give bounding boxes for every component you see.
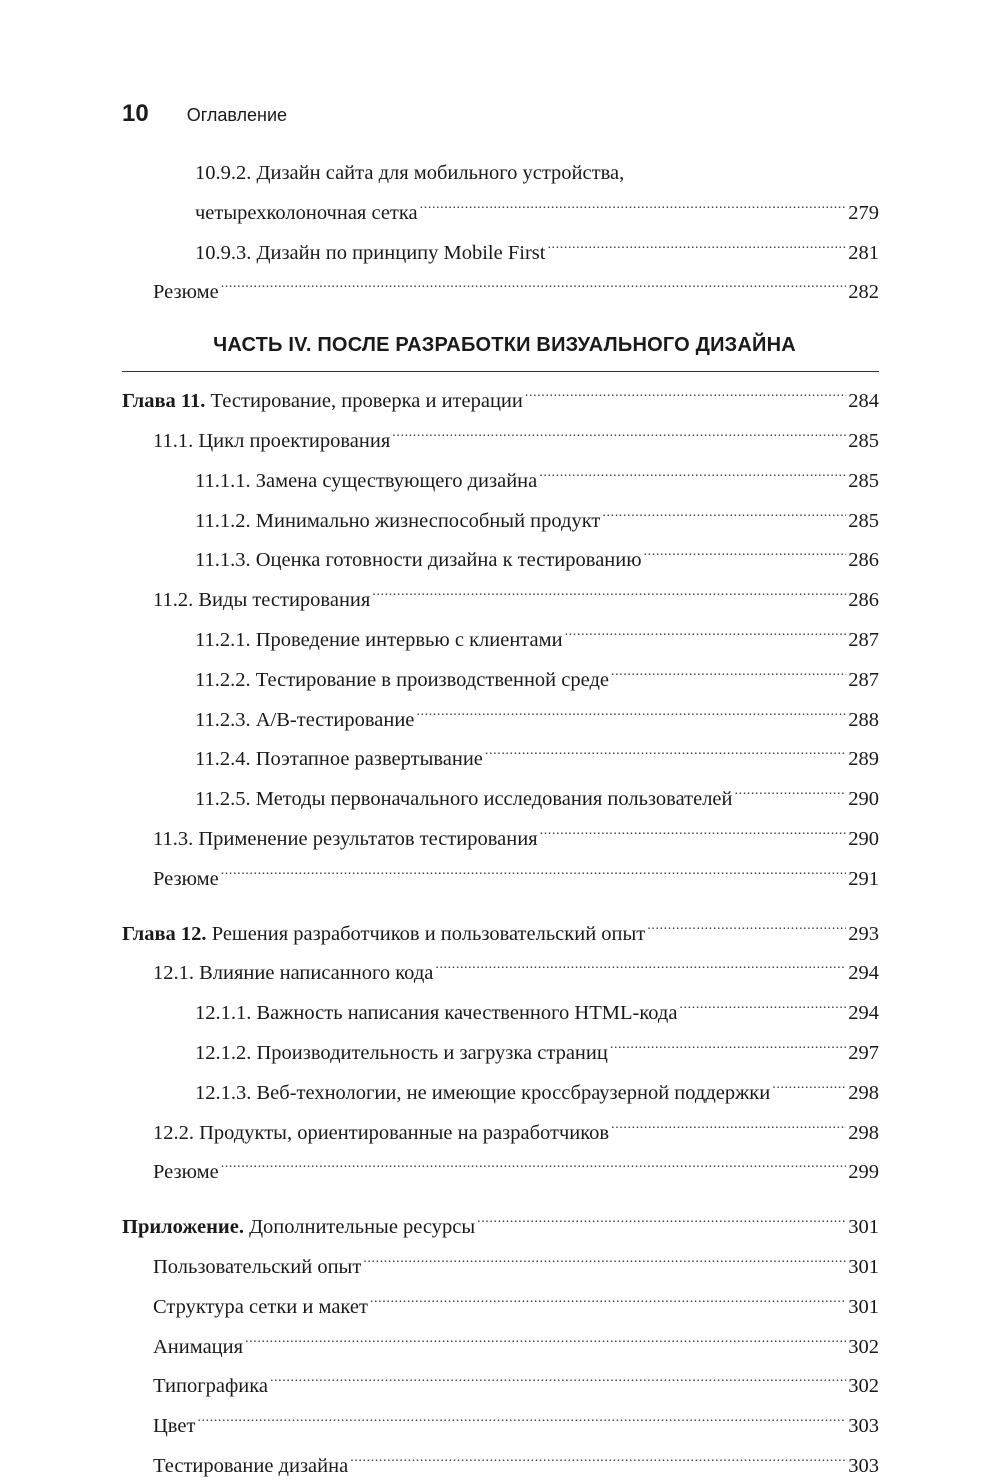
toc-entry[interactable] <box>122 695 879 735</box>
leader-dots <box>540 815 847 845</box>
page-number: 10 <box>122 100 149 127</box>
toc-page-number: 301 <box>848 1216 879 1239</box>
toc-entry[interactable] <box>122 1068 879 1108</box>
leader-dots <box>647 909 846 939</box>
toc-entry-text: 11.1.1. Замена существующего дизайна <box>195 469 538 492</box>
chapter-title: Тестирование, проверка и итерации <box>210 390 523 413</box>
toc-entry[interactable] <box>122 854 879 894</box>
toc-page-number: 281 <box>848 241 879 264</box>
leader-dots <box>679 989 846 1019</box>
chapter-label: Глава 11. <box>122 390 206 413</box>
leader-dots <box>602 496 846 526</box>
toc-entry[interactable] <box>122 417 879 457</box>
leader-dots <box>610 1029 846 1059</box>
toc-entry-10-9-2[interactable] <box>122 188 879 228</box>
toc-page-number: 290 <box>848 827 879 850</box>
toc-page-number: 287 <box>848 668 879 691</box>
divider <box>122 371 879 372</box>
toc-entry-text: Резюме <box>153 1161 219 1184</box>
toc-page-number: 284 <box>848 390 879 413</box>
leader-dots <box>420 188 847 218</box>
toc-entry[interactable] <box>122 949 879 989</box>
toc-entry[interactable] <box>122 496 879 536</box>
toc-page-number: 301 <box>848 1255 879 1278</box>
toc-entry-10-9-2-line1: 10.9.2. Дизайн сайта для мобильного устройства, <box>195 162 625 184</box>
leader-dots <box>611 1108 846 1138</box>
toc-entry[interactable] <box>122 616 879 656</box>
toc-entry[interactable] <box>122 989 879 1029</box>
chapter-title: Решения разработчиков и пользовательский опыт <box>211 922 646 945</box>
toc-entry-text: 11.2. Виды тестирования <box>153 589 371 612</box>
toc-entry[interactable] <box>122 1362 879 1402</box>
toc-entry[interactable] <box>122 815 879 855</box>
toc-entry-text: Структура сетки и макет <box>153 1295 368 1318</box>
leader-dots <box>370 1282 846 1312</box>
toc-entry[interactable] <box>122 1148 879 1188</box>
toc-entry[interactable] <box>122 655 879 695</box>
toc-entry-text: Анимация <box>153 1335 244 1358</box>
toc-entry[interactable] <box>122 1029 879 1069</box>
leader-dots <box>772 1068 846 1098</box>
toc-page-number: 290 <box>848 788 879 811</box>
toc-entry[interactable] <box>122 536 879 576</box>
toc-entry-text: 12.1.1. Важность написания качественного HTML-кода <box>195 1002 678 1025</box>
toc-entry-text: 11.2.1. Проведение интервью с клиентами <box>195 628 563 651</box>
appendix-label: Приложение. <box>122 1216 244 1239</box>
toc-entry-text: 11.1.2. Минимально жизнеспособный продукт <box>195 509 601 532</box>
toc-page-number: 301 <box>848 1295 879 1318</box>
appendix-title: Дополнительные ресурсы <box>249 1216 476 1239</box>
leader-dots <box>363 1243 846 1273</box>
toc-page-number: 288 <box>848 708 879 731</box>
toc-entry-10-9-3[interactable] <box>122 228 879 268</box>
toc-entry-text: 12.2. Продукты, ориентированные на разработчиков <box>153 1121 610 1144</box>
leader-dots <box>611 655 846 685</box>
leader-dots <box>485 735 846 765</box>
leader-dots <box>539 456 846 486</box>
toc-page-number: 289 <box>848 748 879 771</box>
leader-dots <box>435 949 846 979</box>
toc-page-number: 299 <box>848 1161 879 1184</box>
toc-entry[interactable] <box>122 1402 879 1442</box>
leader-dots <box>270 1362 846 1392</box>
toc-page-number: 286 <box>848 549 879 572</box>
toc-entry[interactable] <box>122 1442 879 1481</box>
toc-entry-text: Пользовательский опыт <box>153 1255 362 1278</box>
part-title: ЧАСТЬ IV. ПОСЛЕ РАЗРАБОТКИ ВИЗУАЛЬНОГО ДИЗАЙНА <box>213 333 796 356</box>
leader-dots <box>735 775 847 805</box>
leader-dots <box>197 1402 846 1432</box>
toc-page-number: 294 <box>848 962 879 985</box>
leader-dots <box>565 616 847 646</box>
toc-entry[interactable] <box>122 735 879 775</box>
toc-entry-text: 12.1.2. Производительность и загрузка страниц <box>195 1041 608 1064</box>
leader-dots <box>477 1203 846 1233</box>
leader-dots <box>525 377 846 407</box>
toc-chapter-11[interactable] <box>122 377 879 417</box>
toc-entry[interactable] <box>122 1322 879 1362</box>
toc-page-number: 287 <box>848 628 879 651</box>
toc-entry-text: 11.1.3. Оценка готовности дизайна к тестированию <box>195 549 642 572</box>
toc-entry[interactable] <box>122 1282 879 1322</box>
leader-dots <box>372 576 846 606</box>
toc-entry[interactable] <box>122 576 879 616</box>
leader-dots <box>350 1442 846 1472</box>
leader-dots <box>416 695 846 725</box>
toc-page-number: 294 <box>848 1002 879 1025</box>
toc-page-number: 303 <box>848 1415 879 1438</box>
toc-entry-text: Резюме <box>153 867 219 890</box>
toc-entry[interactable] <box>122 456 879 496</box>
toc-entry-text: 10.9.3. Дизайн по принципу Mobile First <box>195 241 546 264</box>
toc-page-number: 279 <box>848 201 879 224</box>
toc-page-number: 298 <box>848 1121 879 1144</box>
toc-page-number: 302 <box>848 1335 879 1358</box>
toc-entry-text: 11.2.4. Поэтапное развертывание <box>195 748 483 771</box>
toc-entry-text: 11.1. Цикл проектирования <box>153 429 391 452</box>
toc-page-number: 291 <box>848 867 879 890</box>
toc-entry-summary-10[interactable] <box>122 268 879 308</box>
toc-entry-text: Цвет <box>153 1415 196 1438</box>
toc-page-number: 298 <box>848 1081 879 1104</box>
leader-dots <box>644 536 847 566</box>
toc-chapter-12[interactable] <box>122 909 879 949</box>
toc-entry-text: Типографика <box>153 1375 268 1398</box>
toc-entry-text: 12.1. Влияние написанного кода <box>153 962 434 985</box>
toc-page-number: 285 <box>848 509 879 532</box>
toc-page-number: 303 <box>848 1454 879 1477</box>
chapter-label: Глава 12. <box>122 922 207 945</box>
toc-page-number: 286 <box>848 589 879 612</box>
toc-entry-text: 11.2.2. Тестирование в производственной среде <box>195 668 609 691</box>
toc-page-number: 302 <box>848 1375 879 1398</box>
leader-dots <box>392 417 846 447</box>
toc-page-number: 285 <box>848 469 879 492</box>
toc-entry[interactable] <box>122 1243 879 1283</box>
toc-page-number: 293 <box>848 922 879 945</box>
leader-dots <box>221 1148 847 1178</box>
leader-dots <box>547 228 846 258</box>
leader-dots <box>221 268 847 298</box>
running-title: Оглавление <box>186 105 288 125</box>
toc-entry[interactable] <box>122 775 879 815</box>
toc-appendix[interactable] <box>122 1203 879 1243</box>
toc-page-number: 285 <box>848 429 879 452</box>
page-header <box>122 100 287 130</box>
toc-entry-text: четырехколоночная сетка <box>195 201 418 224</box>
table-of-contents <box>122 158 879 1481</box>
toc-entry-text: 12.1.3. Веб-технологии, не имеющие кроссбраузерной поддержки <box>195 1081 771 1104</box>
toc-page-number: 282 <box>848 281 879 304</box>
toc-entry[interactable] <box>122 1108 879 1148</box>
toc-entry-text: 11.2.3. А/В-тестирование <box>195 708 415 731</box>
toc-page-number: 297 <box>848 1041 879 1064</box>
toc-entry-text: 11.3. Применение результатов тестирования <box>153 827 538 850</box>
leader-dots <box>245 1322 846 1352</box>
leader-dots <box>221 854 847 884</box>
toc-entry-text: Резюме <box>153 281 219 304</box>
toc-entry-text: 11.2.5. Методы первоначального исследования пользователей <box>195 788 733 811</box>
toc-entry-text: Тестирование дизайна <box>153 1454 349 1477</box>
